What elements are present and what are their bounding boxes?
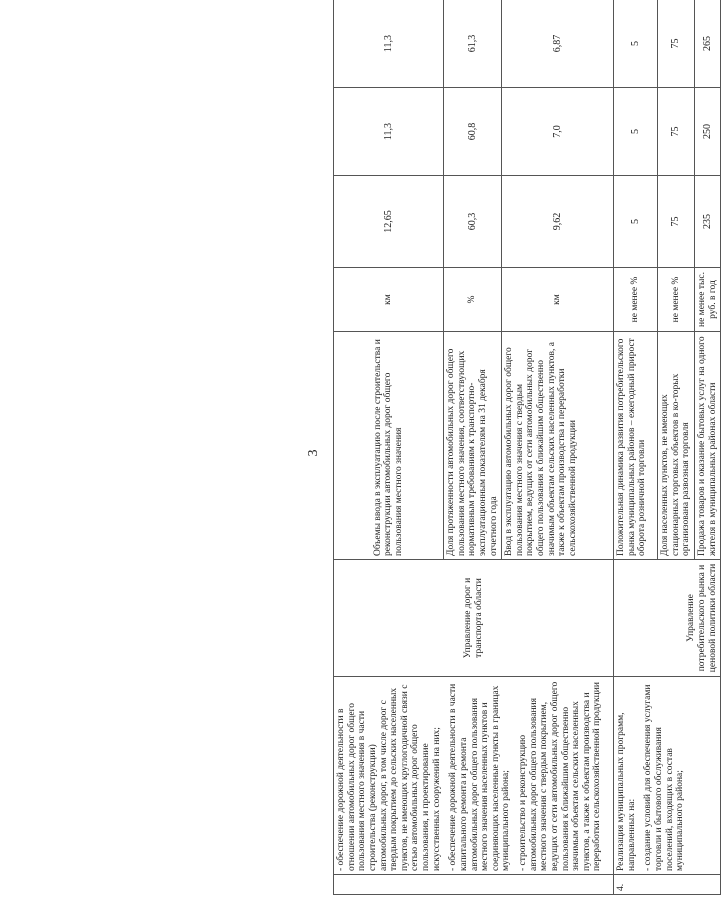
indicator-value-1: 9,62: [502, 176, 614, 268]
indicator-value-3: 75: [658, 0, 695, 88]
indicator-value-1: 5: [614, 176, 658, 268]
executor-cell: Управление дорог и транспорта области: [334, 560, 614, 677]
indicator-value-2: 5: [614, 88, 658, 176]
indicator-value-2: 7,0: [502, 88, 614, 176]
table-row: [614, 0, 658, 895]
indicator-value-3: 6,87: [502, 0, 614, 88]
indicator-value-2: 250: [695, 88, 721, 176]
direction-text: - строительство и реконструкцию автомобильных дорог общего пользования местного значения с твердым покрытием, ведущих от сети автомобильных дорог общего пользования к ближайшим общественно значимым объектам сельских населенных пунктов, а также к объектам производства и переработки сельскохозяйственной продукции: [518, 681, 603, 871]
indicator-unit: не менее %: [614, 268, 658, 332]
executor-cell: Управление потребительского рынка и ценовой политики области: [614, 560, 721, 677]
indicator-unit: не менее тыс. руб. в год: [695, 268, 721, 332]
direction-text: - обеспечение дорожной деятельности в отношении автомобильных дорог общего пользования местного значения в части строительства (реконструкции) автомобильных дорог, в том числе дорог с твердым покрытием до сельских населенных пунктов, не имеющих круглогодичной связи с сетью автомобильных дорог общего пользования, и проектирование искусственных сооружений на них;: [336, 684, 442, 871]
indicator-name: Продажа товаров и оказание бытовых услуг на одного жителя в муниципальных районах области: [695, 332, 721, 560]
indicator-value-2: 75: [658, 88, 695, 176]
indicator-value-3: 11,3: [334, 0, 444, 88]
directions-cell: [614, 677, 721, 875]
indicator-unit: не менее %: [658, 268, 695, 332]
page-number: 3: [306, 449, 321, 457]
indicator-name: Положительная динамика развития потребительского рынка муниципальных районов – ежегодный прирост оборота розничной торговли: [614, 332, 658, 560]
indicator-value-2: 11,3: [334, 88, 444, 176]
indicator-unit: %: [444, 268, 502, 332]
indicator-name: Доля протяженности автомобильных дорог общего пользования местного значения, соответствующих нормативным требованиям к транспортно-эксплуатационным показателям на 31 декабря отчетного года: [444, 332, 502, 560]
indicator-value-1: 235: [695, 176, 721, 268]
indicator-value-3: 5: [614, 0, 658, 88]
direction-text: - обеспечение дорожной деятельности в части капитального ремонта и ремонта автомобильных дорог общего пользования местного значения населенных пунктов и соединяющих населенные пункты в границах муниципального района;: [448, 683, 512, 871]
indicator-value-3: 265: [695, 0, 721, 88]
indicator-value-2: 60,8: [444, 88, 502, 176]
programs-table: [333, 0, 721, 895]
indicator-name: Объемы ввода в эксплуатацию после строительства и реконструкции автомобильных дорог общего пользования местного значения: [334, 332, 444, 560]
indicator-value-1: 75: [658, 176, 695, 268]
indicator-value-1: 12,65: [334, 176, 444, 268]
indicator-unit: км: [502, 268, 614, 332]
direction-text: - создание условий для обеспечения услугами торговли и бытового обслуживания поселений, входящих в состав муниципального района;: [643, 684, 686, 871]
indicator-value-1: 60,3: [444, 176, 502, 268]
indicator-name: Ввод в эксплуатацию автомобильных дорог общего пользования местного значения с твердым покрытием, ведущих от сети автомобильных дорог общего пользования к ближайшим общественно значимым объектам сельских населенных пунктов, а также к объектам производства и переработки сельскохозяйственной продукции: [502, 332, 614, 560]
direction-text: Реализация муниципальных программ, направленных на:: [616, 712, 637, 871]
table-row: [334, 0, 444, 895]
indicator-name: Доля населенных пунктов, не имеющих стационарных торговых объектов в ко-торых организована развозная торговля: [658, 332, 695, 560]
indicator-unit: км: [334, 268, 444, 332]
row-number: [334, 875, 614, 895]
directions-cell: [334, 677, 614, 875]
indicator-value-3: 61,3: [444, 0, 502, 88]
row-number: 4.: [614, 875, 721, 895]
